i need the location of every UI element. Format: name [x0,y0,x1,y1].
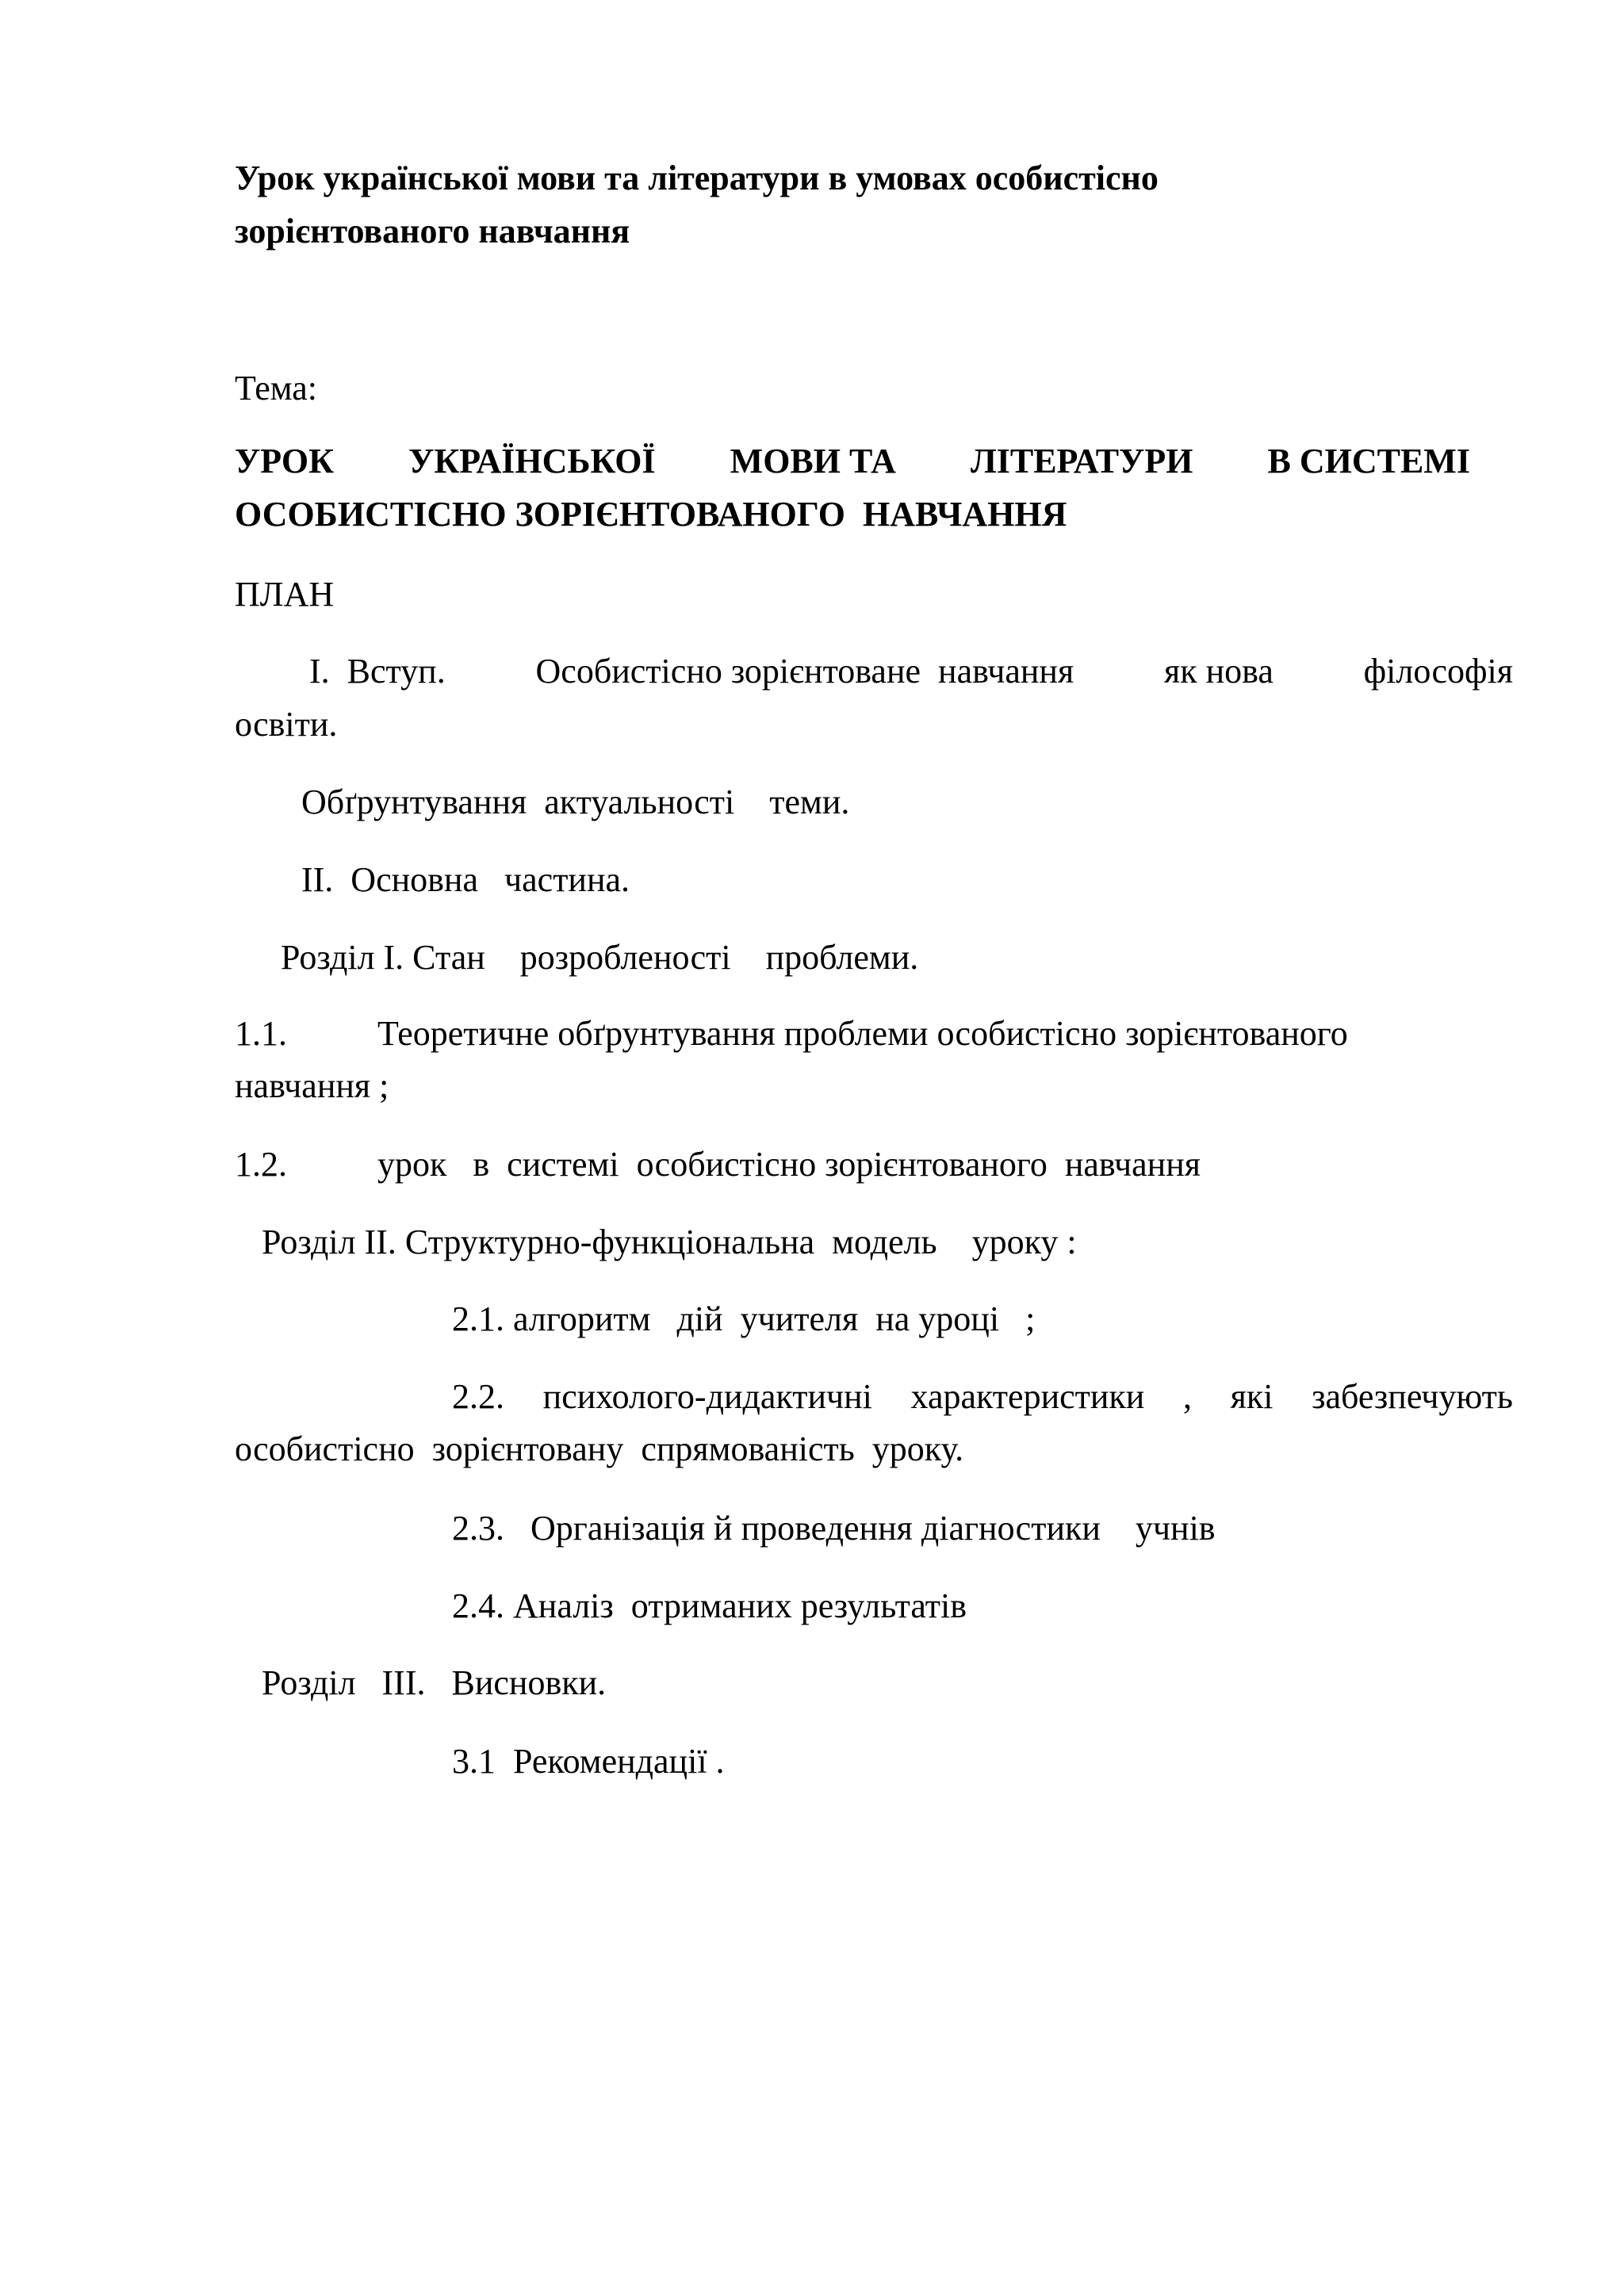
heading-word: УКРАЇНСЬКОЇ [408,442,656,480]
intro-line [309,654,1513,689]
item-3-1-line: 3.1 Рекомендації . [452,1742,725,1781]
main-part-line: II. Основна частина. [301,860,630,899]
relevance-line: Обґрунтування актуальності теми. [301,783,850,821]
item-2-4-line: 2.4. Аналіз отриманих результатів [452,1586,967,1625]
section-1-line: Розділ І. Стан розробленості проблеми. [281,938,919,977]
theme-label: Тема: [235,369,318,408]
intro-word: філософія [1363,652,1513,691]
heading-word: В СИСТЕМІ [1267,442,1470,480]
item-2-1-line: 2.1. алгоритм дій учителя на уроці ; [452,1299,1036,1338]
intro-continuation: освіти. [235,705,338,744]
heading-word: УРОК [235,442,335,480]
heading-word: ЛІТЕРАТУРИ [970,442,1193,480]
item-1-1-continuation: навчання ; [235,1066,389,1105]
section-2-line: Розділ II. Структурно-функціональна модель уроку : [262,1223,1077,1261]
item-2-2-continuation: особистісно зорієнтовану спрямованість уроку. [235,1429,964,1468]
item-2-2-word: які [1230,1377,1274,1416]
item-1-2-text: урок в системі особистісно зорієнтованого навчання [377,1145,1201,1184]
item-1-1-number: 1.1. [235,1014,287,1053]
intro-word: Особистісно зорієнтоване навчання [535,652,1074,691]
heading-line-1 [235,444,1470,479]
item-1-2-number: 1.2. [235,1145,287,1184]
item-2-2-word: психолого-дидактичні [542,1377,872,1416]
item-2-2-word: забезпечують [1312,1377,1513,1416]
heading-line-2: ОСОБИСТІСНО ЗОРІЄНТОВАНОГО НАВЧАННЯ [235,495,1067,534]
item-1-1-text: Теоретичне обґрунтування проблеми особистісно зорієнтованого [377,1014,1348,1053]
item-2-2-word: , [1182,1377,1192,1416]
item-2-2-line [452,1377,1513,1416]
document-title-line-1: Урок української мови та літератури в умовах особистісно [235,159,1159,197]
item-2-3-line: 2.3. Організація й проведення діагностики учнів [452,1509,1216,1548]
section-3-line: Розділ III. Висновки. [262,1663,607,1702]
item-2-2-word: характеристики [910,1377,1145,1416]
document-title-line-2: зорієнтованого навчання [235,212,630,251]
item-2-2-word: 2.2. [452,1377,504,1416]
plan-label: ПЛАН [235,575,335,614]
intro-word: як нова [1164,652,1274,691]
intro-word: I. Вступ. [309,652,446,691]
heading-word: МОВИ ТА [730,442,896,480]
